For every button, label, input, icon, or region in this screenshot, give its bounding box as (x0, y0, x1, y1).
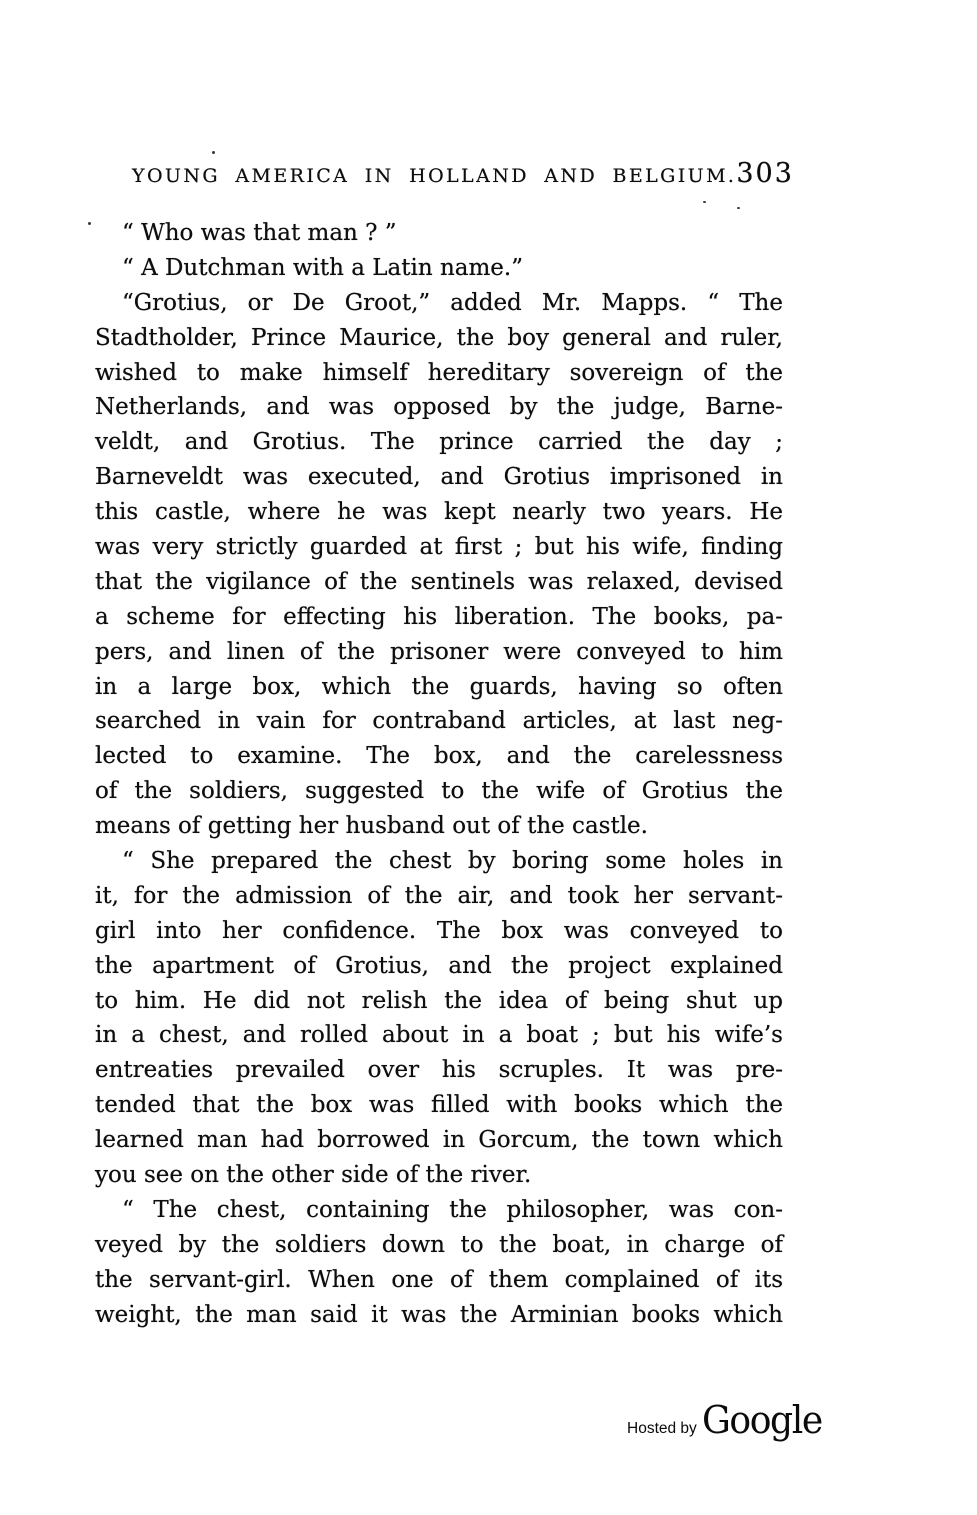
text-line: Netherlands, and was opposed by the judge, Barne- (95, 394, 783, 421)
paragraph (95, 1193, 783, 1333)
scan-speck (212, 151, 215, 154)
text-line: the servant-girl. When one of them complained of its (95, 1266, 783, 1293)
text-line: to him. He did not relish the idea of being shut up (95, 987, 783, 1014)
page-text-block (95, 216, 783, 1333)
text-line: searched in vain for contraband articles, at last neg- (95, 708, 783, 735)
page-number: 303 (736, 158, 794, 189)
google-watermark (627, 1398, 828, 1442)
text-line: “ Who was that man ? ” (122, 220, 397, 246)
text-line: Stadtholder, Prince Maurice, the boy general and ruler, (95, 324, 783, 351)
text-line: girl into her confidence. The box was conveyed to (95, 917, 783, 944)
scan-speck (88, 222, 91, 225)
running-head-title: YOUNG AMERICA IN HOLLAND AND BELGIUM. (132, 165, 737, 187)
text-line: “ A Dutchman with a Latin name.” (122, 254, 523, 281)
google-logo: Google (701, 1398, 822, 1442)
text-line: “Grotius, or De Groot,” added Mr. Mapps. “ The (122, 289, 783, 316)
text-line: in a large box, which the guards, having so often (95, 673, 783, 700)
hosted-by-label: Hosted by (627, 1420, 697, 1437)
text-line: in a chest, and rolled about in a boat ; but his wife’s (95, 1022, 783, 1049)
scan-speck (703, 201, 706, 203)
text-line: a scheme for effecting his liberation. The books, pa- (95, 603, 783, 630)
paragraph (95, 216, 783, 251)
text-line: pers, and linen of the prisoner were conveyed to him (95, 638, 783, 665)
text-line: Barneveldt was executed, and Grotius imprisoned in (95, 464, 783, 491)
running-head (95, 158, 794, 189)
text-line: wished to make himself hereditary sovereign of the (95, 359, 783, 386)
text-line: entreaties prevailed over his scruples. It was pre- (95, 1057, 783, 1084)
text-line: “ She prepared the chest by boring some holes in (122, 848, 783, 875)
text-line: veldt, and Grotius. The prince carried the day ; (95, 429, 783, 456)
text-line: of the soldiers, suggested to the wife of Grotius the (95, 778, 783, 805)
text-line: learned man had borrowed in Gorcum, the town which (95, 1127, 783, 1154)
scan-speck (737, 207, 740, 209)
text-line: the apartment of Grotius, and the project explained (95, 952, 783, 979)
text-line: “ The chest, containing the philosopher, was con- (122, 1196, 783, 1223)
paragraph (95, 286, 783, 844)
paragraph (95, 844, 783, 1193)
text-line: you see on the other side of the river. (95, 1162, 532, 1189)
text-line: this castle, where he was kept nearly two years. He (95, 499, 783, 526)
text-line: was very strictly guarded at first ; but his wife, finding (95, 534, 783, 561)
text-line: that the vigilance of the sentinels was relaxed, devised (95, 568, 783, 595)
paragraph (95, 251, 783, 286)
text-line: means of getting her husband out of the castle. (95, 813, 648, 840)
text-line: tended that the box was filled with books which the (95, 1092, 783, 1119)
text-line: lected to examine. The box, and the carelessness (95, 743, 783, 770)
text-line: weight, the man said it was the Arminian books which (95, 1301, 783, 1328)
text-line: veyed by the soldiers down to the boat, in charge of (95, 1231, 783, 1258)
text-line: it, for the admission of the air, and took her servant- (95, 882, 783, 909)
